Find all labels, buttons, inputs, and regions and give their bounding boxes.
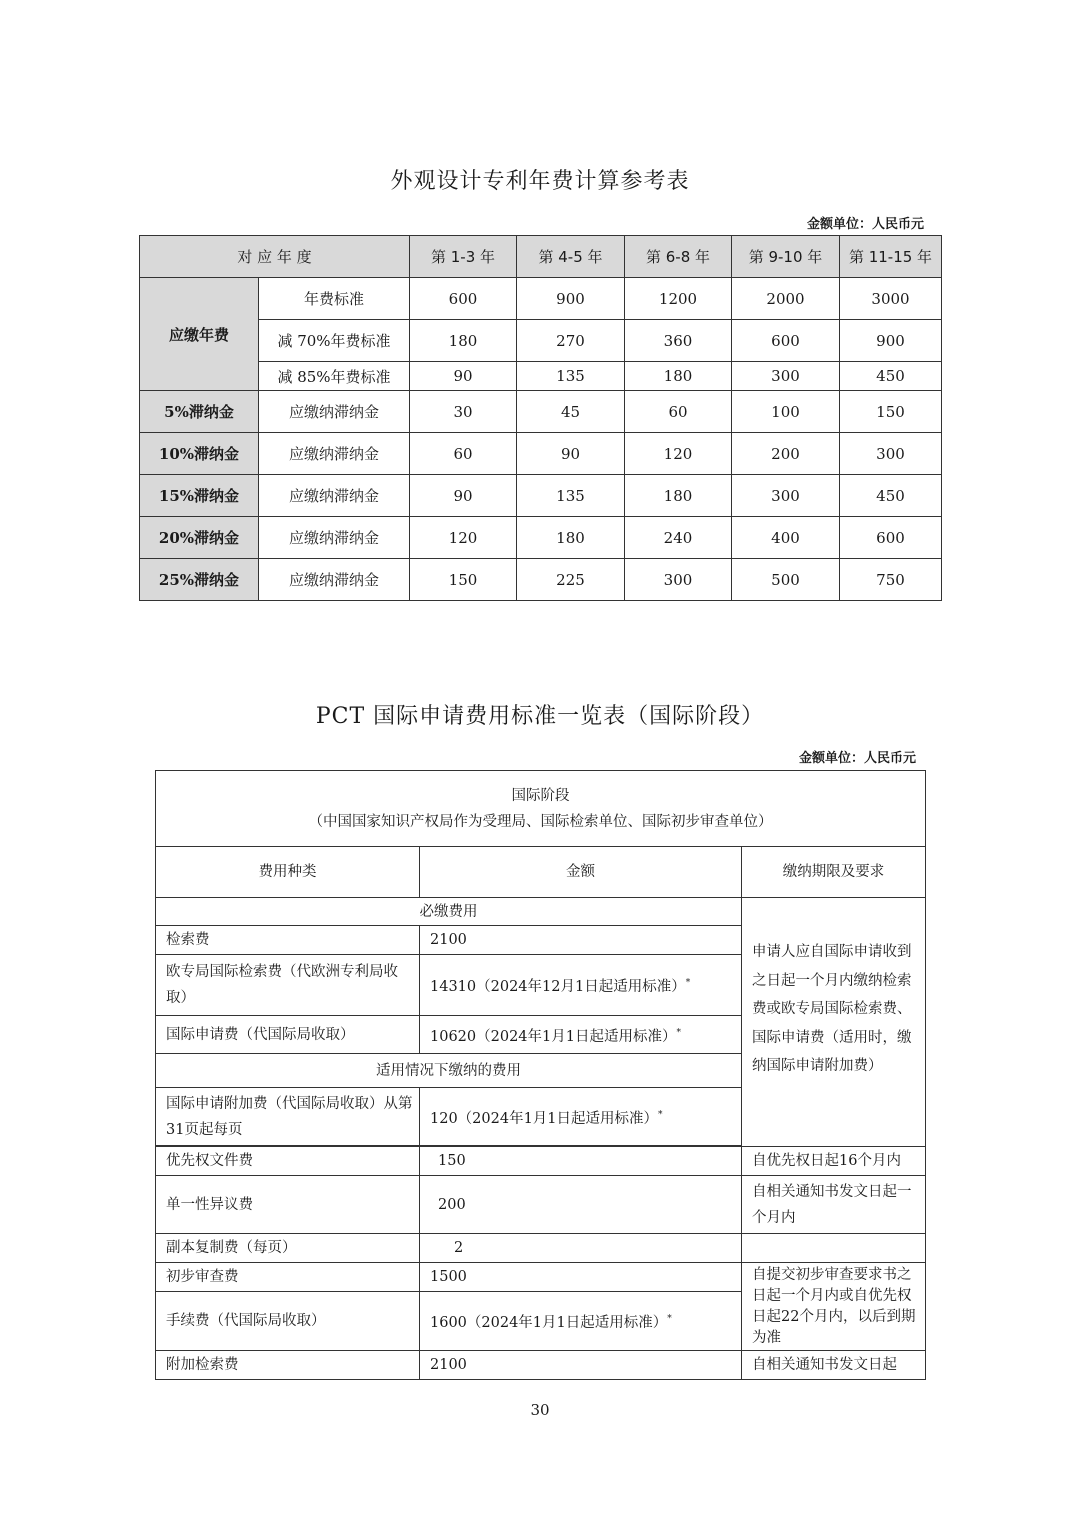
table-row <box>156 1147 926 1176</box>
stage-cell <box>156 771 926 847</box>
cell: 45 <box>517 391 625 433</box>
header-col: 第 6-8 年 <box>625 236 732 278</box>
header-requirement: 缴纳期限及要求 <box>742 847 926 898</box>
table-row <box>140 517 942 559</box>
cell: 300 <box>840 433 942 475</box>
footnote-mark: * <box>667 1314 672 1325</box>
fee-amount: 200 <box>420 1176 742 1234</box>
fee-amount: 10620（2024年1月1日起适用标准） <box>430 1028 677 1045</box>
cell: 270 <box>517 320 625 362</box>
table-row <box>140 391 942 433</box>
cell: 90 <box>410 362 517 391</box>
row-label: 减 70%年费标准 <box>259 320 410 362</box>
cell: 180 <box>625 475 732 517</box>
cell: 90 <box>517 433 625 475</box>
group-label: 5%滞纳金 <box>140 391 259 433</box>
row-label: 应缴纳滞纳金 <box>259 391 410 433</box>
cell: 400 <box>732 517 840 559</box>
fee-name: 初步审查费 <box>156 1263 420 1292</box>
fee-amount: 2 <box>420 1234 742 1263</box>
cell: 30 <box>410 391 517 433</box>
cell: 180 <box>625 362 732 391</box>
cell: 300 <box>732 475 840 517</box>
cell: 3000 <box>840 278 942 320</box>
cell: 180 <box>517 517 625 559</box>
table-row <box>140 320 942 362</box>
fee-amount-cell <box>420 1088 742 1146</box>
fee-requirement: 自优先权日起16个月内 <box>742 1147 926 1176</box>
cell: 360 <box>625 320 732 362</box>
fee-amount-cell <box>420 955 742 1016</box>
cell: 100 <box>732 391 840 433</box>
fee-name: 检索费 <box>156 926 420 955</box>
fee-amount-cell <box>420 1016 742 1054</box>
pct-fee-table <box>155 770 926 1380</box>
table-row <box>140 433 942 475</box>
cell: 135 <box>517 362 625 391</box>
fee-amount: 2100 <box>420 1351 742 1380</box>
cell: 240 <box>625 517 732 559</box>
footnote-mark: * <box>676 1027 681 1038</box>
conditional-label: 适用情况下缴纳的费用 <box>156 1054 742 1088</box>
cell: 200 <box>732 433 840 475</box>
fee-name: 优先权文件费 <box>156 1147 420 1176</box>
cell: 180 <box>410 320 517 362</box>
footnote-mark: * <box>685 978 691 989</box>
cell: 300 <box>625 559 732 601</box>
prelim-requirement: 自提交初步审查要求书之日起一个月内或自优先权日起22个月内，以后到期为准 <box>742 1263 926 1351</box>
cell: 225 <box>517 559 625 601</box>
group-label: 10%滞纳金 <box>140 433 259 475</box>
row-label: 应缴纳滞纳金 <box>259 433 410 475</box>
fee-amount: 14310（2024年12月1日起适用标准） <box>430 978 686 995</box>
row-label: 应缴纳滞纳金 <box>259 559 410 601</box>
mandatory-requirement: 申请人应自国际申请收到之日起一个月内缴纳检索费或欧专局国际检索费、国际申请费（适用时，缴纳国际申请附加费） <box>742 898 926 1147</box>
stage-title: 国际阶段 <box>511 787 570 804</box>
table1-header-row <box>140 236 942 278</box>
group-label: 25%滞纳金 <box>140 559 259 601</box>
row-label: 年费标准 <box>259 278 410 320</box>
section-row <box>156 898 926 926</box>
fee-name: 单一性异议费 <box>156 1176 420 1234</box>
row-label: 减 85%年费标准 <box>259 362 410 391</box>
cell: 750 <box>840 559 942 601</box>
fee-name: 附加检索费 <box>156 1351 420 1380</box>
cell: 120 <box>410 517 517 559</box>
table-row <box>140 559 942 601</box>
cell: 1200 <box>625 278 732 320</box>
table-row <box>156 1263 926 1292</box>
header-col: 第 9-10 年 <box>732 236 840 278</box>
fee-amount: 120（2024年1月1日起适用标准） <box>430 1110 659 1127</box>
header-amount: 金额 <box>420 847 742 898</box>
cell: 60 <box>625 391 732 433</box>
fee-name: 国际申请费（代国际局收取） <box>156 1016 420 1054</box>
fee-amount: 150 <box>420 1147 742 1176</box>
cell: 2000 <box>732 278 840 320</box>
table-row <box>140 362 942 391</box>
row-label: 应缴纳滞纳金 <box>259 517 410 559</box>
cell: 450 <box>840 475 942 517</box>
stage-row <box>156 771 926 847</box>
header-col: 第 4-5 年 <box>517 236 625 278</box>
fee-amount-cell <box>420 1292 742 1351</box>
stage-subtitle: （中国国家知识产权局作为受理局、国际检索单位、国际初步审查单位） <box>308 813 773 830</box>
cell: 60 <box>410 433 517 475</box>
table-row <box>156 1351 926 1380</box>
cell: 120 <box>625 433 732 475</box>
cell: 90 <box>410 475 517 517</box>
cell: 600 <box>732 320 840 362</box>
header-fee-type: 费用种类 <box>156 847 420 898</box>
row-label: 应缴纳滞纳金 <box>259 475 410 517</box>
fee-amount: 1600（2024年1月1日起适用标准） <box>430 1314 668 1331</box>
cell: 900 <box>840 320 942 362</box>
header-year: 对 应 年 度 <box>140 236 410 278</box>
fee-name: 欧专局国际检索费（代欧洲专利局收取） <box>156 955 420 1016</box>
cell: 600 <box>840 517 942 559</box>
cell: 150 <box>840 391 942 433</box>
mandatory-label: 必缴费用 <box>156 898 742 926</box>
footnote-mark: * <box>658 1109 663 1120</box>
fee-requirement <box>742 1234 926 1263</box>
fee-requirement: 自相关通知书发文日起 <box>742 1351 926 1380</box>
cell: 150 <box>410 559 517 601</box>
fee-name: 手续费（代国际局收取） <box>156 1292 420 1351</box>
fee-amount: 2100 <box>420 926 742 955</box>
fee-name: 国际申请附加费（代国际局收取）从第31页起每页 <box>156 1088 420 1146</box>
fee-amount: 1500 <box>420 1263 742 1292</box>
table-row <box>156 1176 926 1234</box>
group-label: 15%滞纳金 <box>140 475 259 517</box>
table1-unit: 金额单位：人民币元 <box>806 217 924 232</box>
header-col: 第 1-3 年 <box>410 236 517 278</box>
header-col: 第 11-15 年 <box>840 236 942 278</box>
group-label: 应缴年费 <box>140 278 259 391</box>
fee-requirement: 自相关通知书发文日起一个月内 <box>742 1176 926 1234</box>
table2-title: PCT 国际申请费用标准一览表（国际阶段） <box>315 704 765 729</box>
group-label: 20%滞纳金 <box>140 517 259 559</box>
table2-unit: 金额单位：人民币元 <box>798 751 916 766</box>
annual-fee-table <box>139 235 942 601</box>
table-row <box>140 278 942 320</box>
cell: 600 <box>410 278 517 320</box>
table-row <box>156 1234 926 1263</box>
cell: 500 <box>732 559 840 601</box>
cell: 135 <box>517 475 625 517</box>
fee-name: 副本复制费（每页） <box>156 1234 420 1263</box>
cell: 450 <box>840 362 942 391</box>
table-row <box>140 475 942 517</box>
cell: 300 <box>732 362 840 391</box>
cell: 900 <box>517 278 625 320</box>
table1-title: 外观设计专利年费计算参考表 <box>390 169 690 194</box>
table2-header-row <box>156 847 926 898</box>
page-number: 30 <box>530 1401 550 1419</box>
